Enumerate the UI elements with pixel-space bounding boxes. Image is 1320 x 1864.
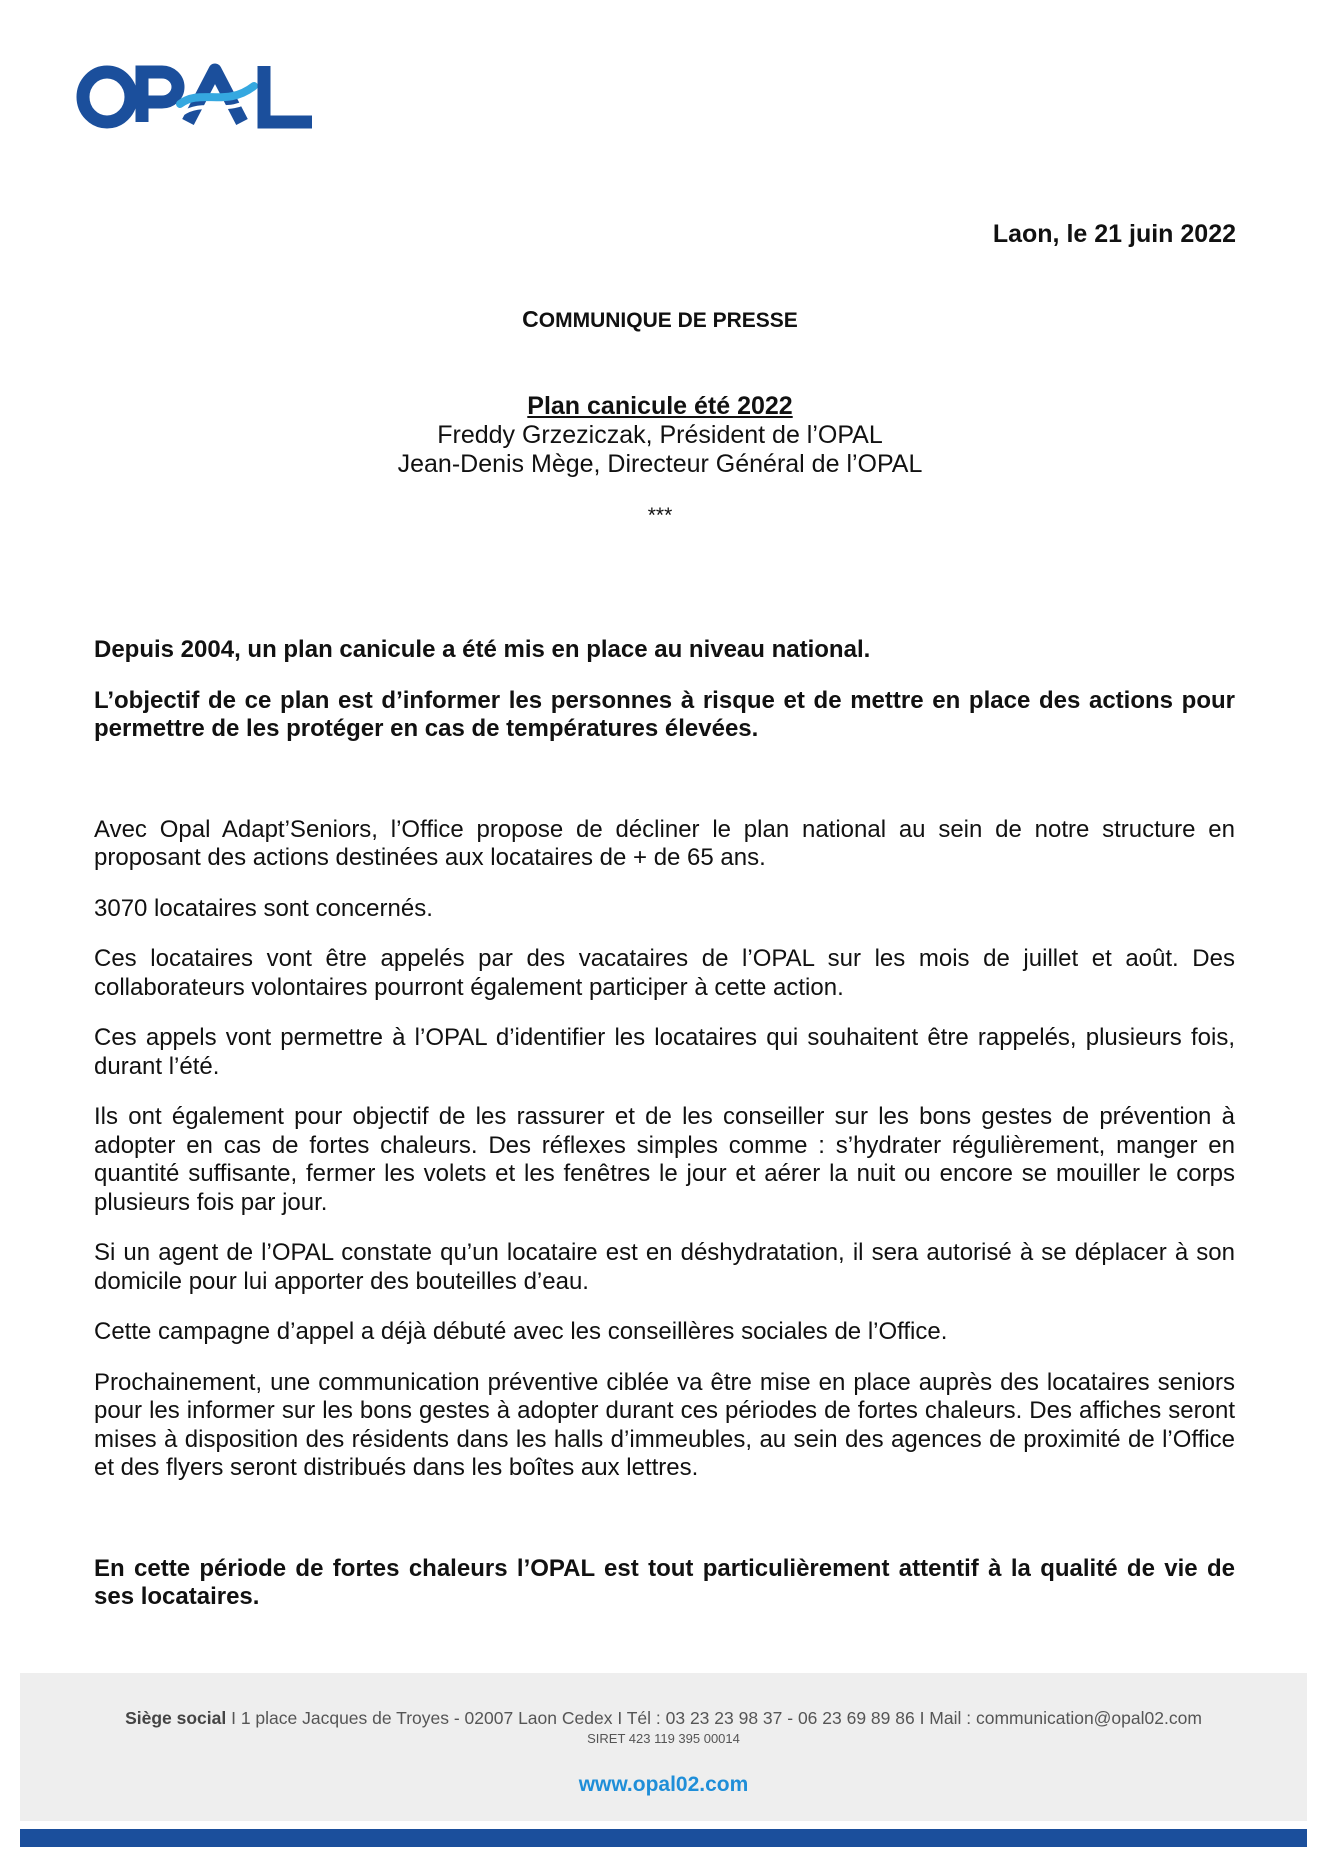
footer-siret: SIRET 423 119 395 00014: [587, 1731, 740, 1746]
bottom-color-bar: [20, 1829, 1307, 1847]
footer-address: [20, 1708, 1307, 1729]
intro-paragraph-1: Depuis 2004, un plan canicule a été mis en place au niveau national.: [94, 636, 871, 663]
paragraph-2: 3070 locataires sont concernés.: [94, 894, 433, 922]
paragraph-1: Avec Opal Adapt’Seniors, l’Office propose de décliner le plan national au sein de notre structure en proposant des actions destinées aux locataires de + de 65 ans.: [94, 815, 1235, 871]
paragraph-5: Ils ont également pour objectif de les rassurer et de les conseiller sur les bons gestes de prévention à adopter en cas de fortes chaleurs. Des réflexes simples comme : s’hydrater régulièrement, manger en quantité suffisante, fermer les volets et les fenêtres le jour et aérer la nuit ou encore se mouiller le corps plusieurs fois par jour.: [94, 1103, 1235, 1216]
paragraph-6: Si un agent de l’OPAL constate qu’un locataire est en déshydratation, il sera autorisé à se déplacer à son domicile pour lui apporter des bouteilles d’eau.: [94, 1239, 1235, 1295]
paragraph-8: Prochainement, une communication préventive ciblée va être mise en place auprès des locataires seniors pour les informer sur les bons gestes à adopter durant ces périodes de fortes chaleurs. Des affiches seront mises à disposition des résidents dans les halls d’immeubles, au sein des agences de proximité de l’Office et des flyers seront distribués dans les boîtes aux lettres.: [94, 1368, 1235, 1481]
footer-website-link[interactable]: www.opal02.com: [578, 1773, 749, 1796]
paragraph-7: Cette campagne d’appel a déjà débuté avec les conseillères sociales de l’Office.: [94, 1318, 948, 1345]
kicker-rest: OMMUNIQUE DE PRESSE: [538, 309, 798, 332]
footer-band: [20, 1673, 1307, 1821]
separator-stars: ***: [647, 504, 673, 527]
paragraph-4: Ces appels vont permettre à l’OPAL d’identifier les locataires qui souhaitent être rappelés, plusieurs fois, durant l’été.: [94, 1024, 1235, 1080]
headline-block: [0, 392, 1320, 479]
president-line: Freddy Grzeziczak, Président de l’OPAL: [437, 421, 883, 449]
opal-logo: [76, 56, 316, 136]
press-body: [94, 636, 1235, 1634]
closing-paragraph: En cette période de fortes chaleurs l’OPAL est tout particulièrement attentif à la qualité de vie de ses locataires.: [94, 1554, 1235, 1610]
date-line: Laon, le 21 juin 2022: [992, 220, 1236, 248]
kicker-initial: C: [522, 306, 539, 332]
footer-address-text: I 1 place Jacques de Troyes - 02007 Laon Cedex I Tél : 03 23 23 98 37 - 06 23 69 89 86 I Mail : communication@opal02.com: [226, 1708, 1202, 1728]
footer-label: Siège social: [125, 1708, 227, 1728]
press-title: Plan canicule été 2022: [527, 392, 793, 420]
paragraph-3: Ces locataires vont être appelés par des vacataires de l’OPAL sur les mois de juillet et août. Des collaborateurs volontaires pourront également participer à cette action.: [94, 945, 1235, 1001]
intro-paragraph-2: L’objectif de ce plan est d’informer les personnes à risque et de mettre en place des actions pour permettre de les protéger en cas de températures élevées.: [94, 686, 1235, 742]
press-release-label: [0, 306, 1320, 333]
director-line: Jean-Denis Mège, Directeur Général de l’OPAL: [397, 450, 923, 478]
